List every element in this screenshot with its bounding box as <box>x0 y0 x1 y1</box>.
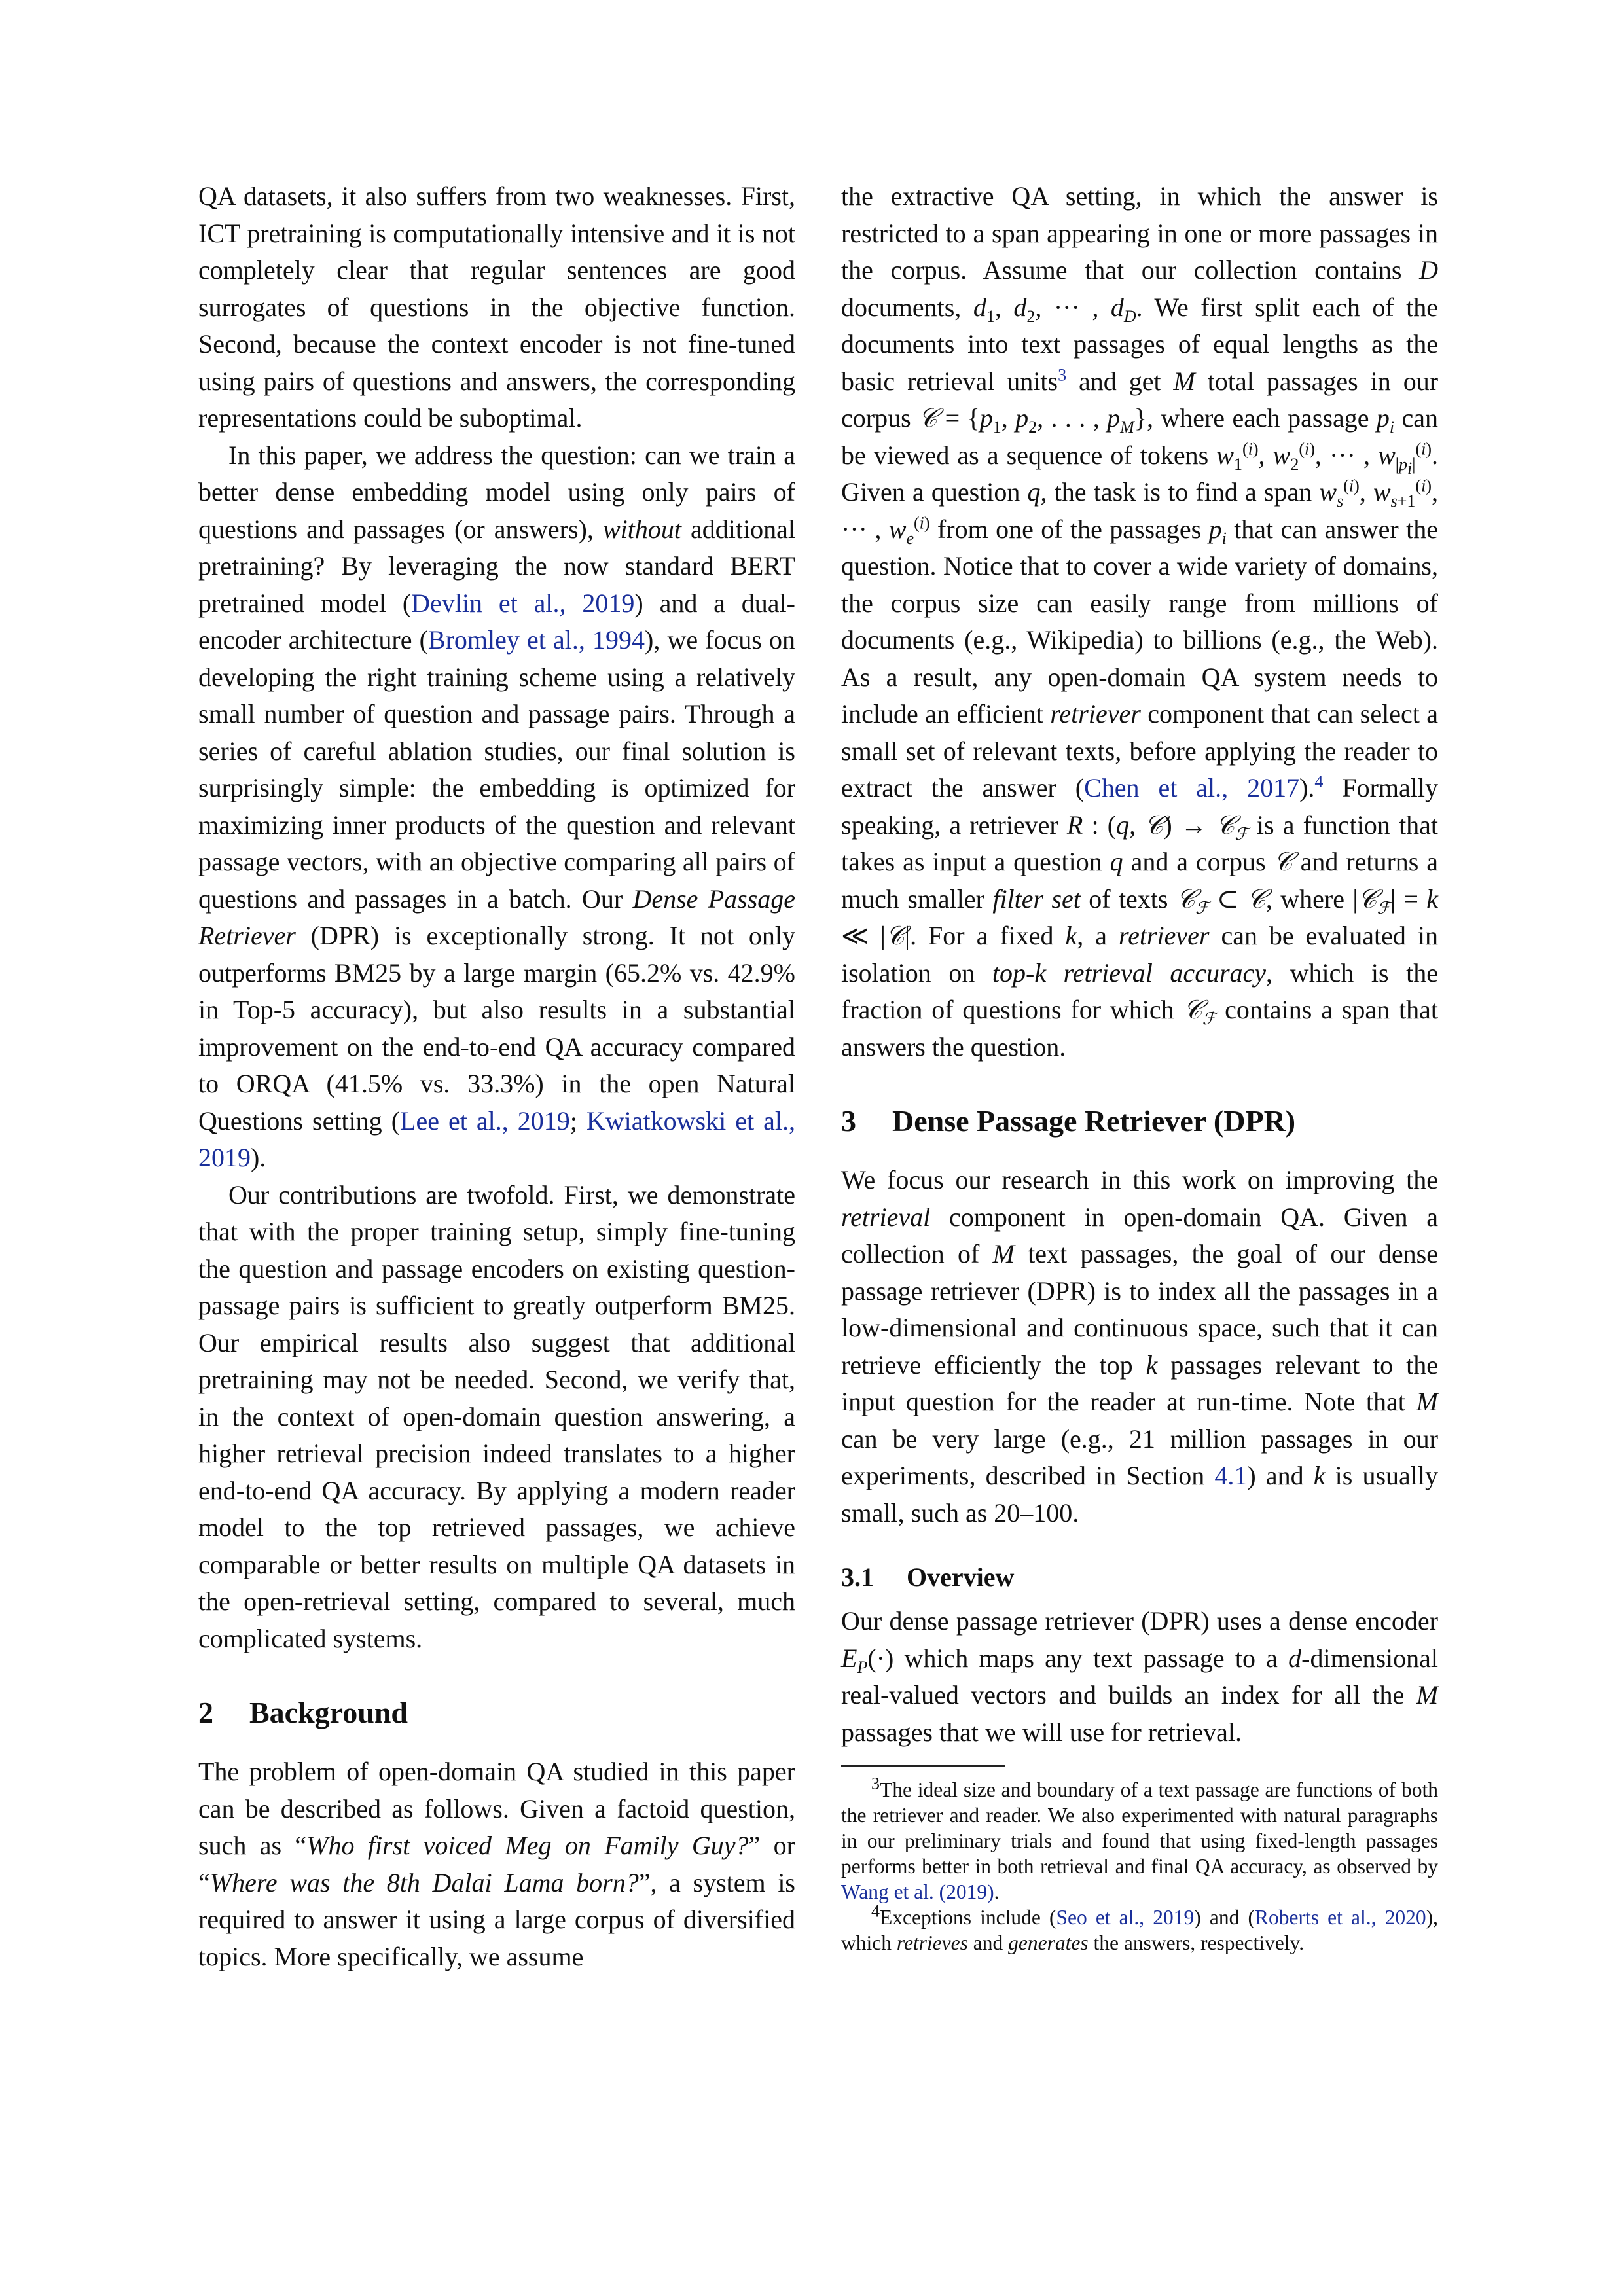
subsection-heading-overview: 3.1 Overview <box>841 1562 1015 1592</box>
paragraph-dpr-focus: We focus our research in this work on improving the retrieval component in open-domain QA. Given a collection of M text passages, the goal of our dense passage retriever (DPR) is to index all the passages in a low-dimensional and continuous space, such that it can retrieve efficiently the top k passages relevant to the input question for the reader at run-time. Note that M can be very large (e.g., 21 million passages in our experiments, described in Section 4.1) and k is usually small, such as 20–100. <box>841 1165 1439 1528</box>
citation-seo[interactable]: Seo et al., 2019 <box>1056 1906 1195 1929</box>
citation-chen[interactable]: Chen et al., 2017 <box>1084 773 1300 802</box>
paragraph-background: The problem of open-domain QA studied in this paper can be described as follows. Given a factoid question, such as “Who first voiced Meg on Family Guy?” or “Where was the 8th Dalai Lama born?”, a system is required to answer it using a large corpus of diversified topics. More specifically, we assume <box>198 1757 795 1971</box>
citation-kwiatkowski[interactable]: Kwiatkowski et al., 2019 <box>198 1105 795 1172</box>
section-heading-dpr: 3 Dense Passage Retriever (DPR) <box>841 1104 1296 1138</box>
citation-wang[interactable]: Wang et al. (2019) <box>841 1880 994 1903</box>
paragraph-question: In this paper, we address the question: can we train a better dense embedding model using only pairs of questions and passages (or answers), without additional pretraining? By leveraging the now standard BERT pretrained model (Devlin et al., 2019) and a dual-encoder architecture (Bromley et al., 1994), we focus on developing the right training scheme using a relatively small number of question and passage pairs. Through a series of careful ablation studies, our final solution is surprisingly simple: the embedding is optimized for maximizing inner products of the question and relevant passage vectors, with an objective comparing all pairs of questions and passages in a batch. Our Dense Passage Retriever (DPR) is exceptionally strong. It not only outperforms BM25 by a large margin (65.2% vs. 42.9% in Top-5 accuracy), but also results in a substantial improvement on the end-to-end QA accuracy compared to ORQA (41.5% vs. 33.3%) in the open Natural Questions setting (Lee et al., 2019; Kwiatkowski et al., 2019). <box>198 440 796 1172</box>
emph-dpr: Dense Passage Retriever <box>198 884 796 950</box>
right-column <box>841 178 1438 1956</box>
footnote-4-marker[interactable]: 4 <box>1314 772 1324 791</box>
footnote-4: $^4$Exceptions include (Seo et al., 2019) and (Roberts et al., 2020), which retrieves and generates the answers, respectively. <box>841 1901 1439 1954</box>
section-ref-4-1[interactable]: 4.1 <box>1214 1461 1248 1490</box>
section-heading-background: 2 Background <box>198 1696 408 1729</box>
paragraph-overview: Our dense passage retriever (DPR) uses a dense encoder $E_P(\cdot)$ which maps any text passage to a d-dimensional real-valued vectors and builds an index for all the M passages that we will use for retrieval. <box>841 1606 1439 1747</box>
paragraph-weaknesses: QA datasets, it also suffers from two weaknesses. First, ICT pretraining is computationally intensive and it is not completely clear that regular sentences are good surrogates of questions in the objective function. Second, because the context encoder is not fine-tuned using pairs of questions and answers, the corresponding representations could be suboptimal. <box>198 181 795 433</box>
citation-devlin[interactable]: Devlin et al., 2019 <box>411 588 635 618</box>
footnote-rule <box>841 1765 1005 1767</box>
footnote-3: $^3$The ideal size and boundary of a text passage are functions of both the retriever and reader. We also experimented with natural paragraphs in our preliminary trials and found that using fixed-length passages performs better in both retrieval and final QA accuracy, as observed by Wang et al. (2019). <box>841 1774 1438 1903</box>
footnote-3-marker[interactable]: 3 <box>1058 365 1067 385</box>
left-column <box>198 178 795 1975</box>
emph-without: without <box>602 514 681 544</box>
paragraph-contributions: Our contributions are twofold. First, we demonstrate that with the proper training setup, simply fine-tuning the question and passage encoders on existing question-passage pairs is sufficient to greatly outperform BM25. Our empirical results also suggest that additional pretraining may not be needed. Second, we verify that, in the context of open-domain question answering, a higher retrieval precision indeed translates to a higher end-to-end QA accuracy. By applying a modern reader model to the top retrieved passages, we achieve comparable or better results on multiple QA datasets in the open-retrieval setting, compared to several, much complicated systems. <box>198 1179 795 1653</box>
paragraph-extractive-qa: the extractive QA setting, in which the answer is restricted to a span appearing in one or more passages in the corpus. Assume that our collection contains D documents, $d_1$, $d_2$, ··· , $d_D$. We first split each of the documents into text passages of equal lengths as the basic retrieval units$^3$ and get M total passages in our corpus 𝒞 = {$p_1$, $p_2$, . . . , $p_M$}, where each passage $p_i$ can be viewed as a sequence of tokens $w_1^{(i)}$, $w_2^{(i)}$, ··· , $w_{|p_i|}^{(i)}$. Given a question q, the task is to find a span $w_s^{(i)}$, $w_{s+1}^{(i)}$, ··· , $w_e^{(i)}$ from one of the passages $p_i$ that can answer the question. Notice that to cover a wide variety of domains, the corpus size can easily range from millions of documents (e.g., Wikipedia) to billions (e.g., the Web). As a result, any open-domain QA system needs to include an efficient retriever component that can select a small set of relevant texts, before applying the reader to extract the answer (Chen et al., 2017).$^4$ Formally speaking, a retriever R : (q, 𝒞) → 𝒞$_ℱ$ is a function that takes as input a question q and a corpus 𝒞 and returns a much smaller filter set of texts 𝒞$_ℱ$ ⊂ 𝒞, where |𝒞$_ℱ$| = k ≪ |𝒞|. For a fixed k, a retriever can be evaluated in isolation on top-k retrieval accuracy, which is the fraction of questions for which 𝒞$_ℱ$ contains a span that answers the question. <box>841 181 1439 1062</box>
citation-bromley[interactable]: Bromley et al., 1994 <box>427 625 645 655</box>
citation-lee[interactable]: Lee et al., 2019 <box>400 1105 570 1136</box>
citation-roberts[interactable]: Roberts et al., 2020 <box>1255 1906 1426 1929</box>
